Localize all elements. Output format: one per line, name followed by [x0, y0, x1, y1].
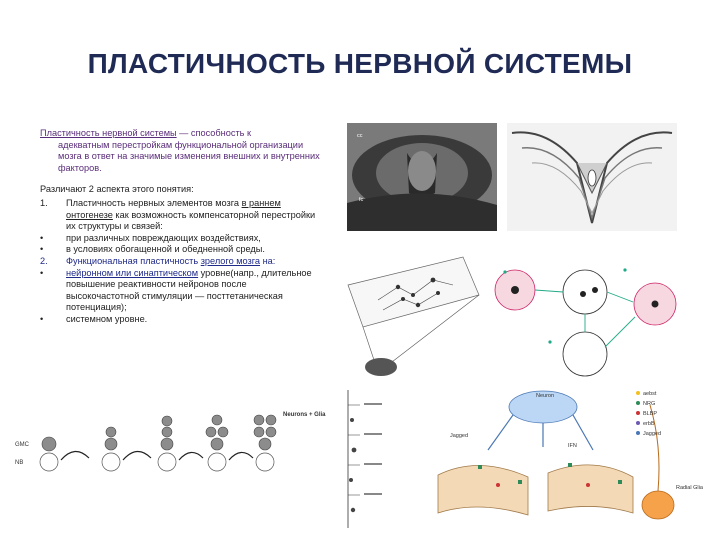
cell-lineage-diagram — [15, 400, 335, 480]
definition-paragraph — [40, 128, 322, 174]
svg-text:erbB: erbB — [643, 421, 655, 427]
svg-text:aebst: aebst — [643, 391, 657, 397]
svg-text:BLBP: BLBP — [643, 411, 658, 417]
spinal-cord-micrograph — [347, 123, 497, 231]
neuron-label: Neuron — [536, 393, 555, 399]
fc-label: fc — [359, 197, 364, 203]
definition-dash: — — [176, 128, 191, 138]
spinal-cord-drawing — [507, 123, 677, 231]
radial-glia-label: Radial Glia — [676, 485, 703, 491]
intro-text: Различают 2 аспекта этого понятия: — [40, 184, 194, 195]
cortex-development-strip — [338, 385, 390, 533]
list-item: • в условиях обогащенной и обедненной среды. — [40, 244, 265, 255]
svg-text:NRG: NRG — [643, 401, 656, 407]
neuron-radial-glia-diagram — [418, 385, 708, 535]
nb-label: NB — [15, 460, 24, 466]
list-item: 2. Функциональная пластичность зрелого мозга на: — [40, 255, 276, 266]
gmc-label: GMC — [15, 442, 29, 448]
jagged-label: Jagged — [450, 433, 469, 439]
neuron-migration-diagram — [343, 255, 483, 380]
svg-text:Jagged: Jagged — [643, 431, 662, 437]
slide-title: ПЛАСТИЧНОСТЬ НЕРВНОЙ СИСТЕМЫ — [87, 48, 633, 79]
neurons-glia-label: Neurons + Glia — [283, 412, 326, 418]
list-item: • системном уровне. — [40, 313, 148, 324]
list-item: • при различных повреждающих воздействиях, — [40, 232, 261, 243]
text-content — [40, 128, 322, 326]
definition-text-cont: адекватным перестройкам функциональной организации мозга в ответ на значимые изменения внешних и внутренних факторов. — [58, 139, 320, 173]
glial-cells-diagram — [485, 262, 690, 382]
list-item: 1. Пластичность нервных элементов мозга в раннем онтогенезе как возможность компенсаторной перестройки их структуры и связей: — [40, 197, 316, 232]
definition-text-start: способность к — [190, 128, 252, 138]
legend — [636, 391, 661, 437]
cc-label: cc — [357, 133, 363, 139]
list-item: • нейронном или синаптическом уровне(напр., длительное повышение реактивности нейронов после высокочастотной стимуляции — посттетаническая потенциация); — [40, 267, 312, 313]
definition-term: Пластичность нервной системы — [40, 128, 177, 138]
ifn-label: IFN — [568, 443, 577, 449]
